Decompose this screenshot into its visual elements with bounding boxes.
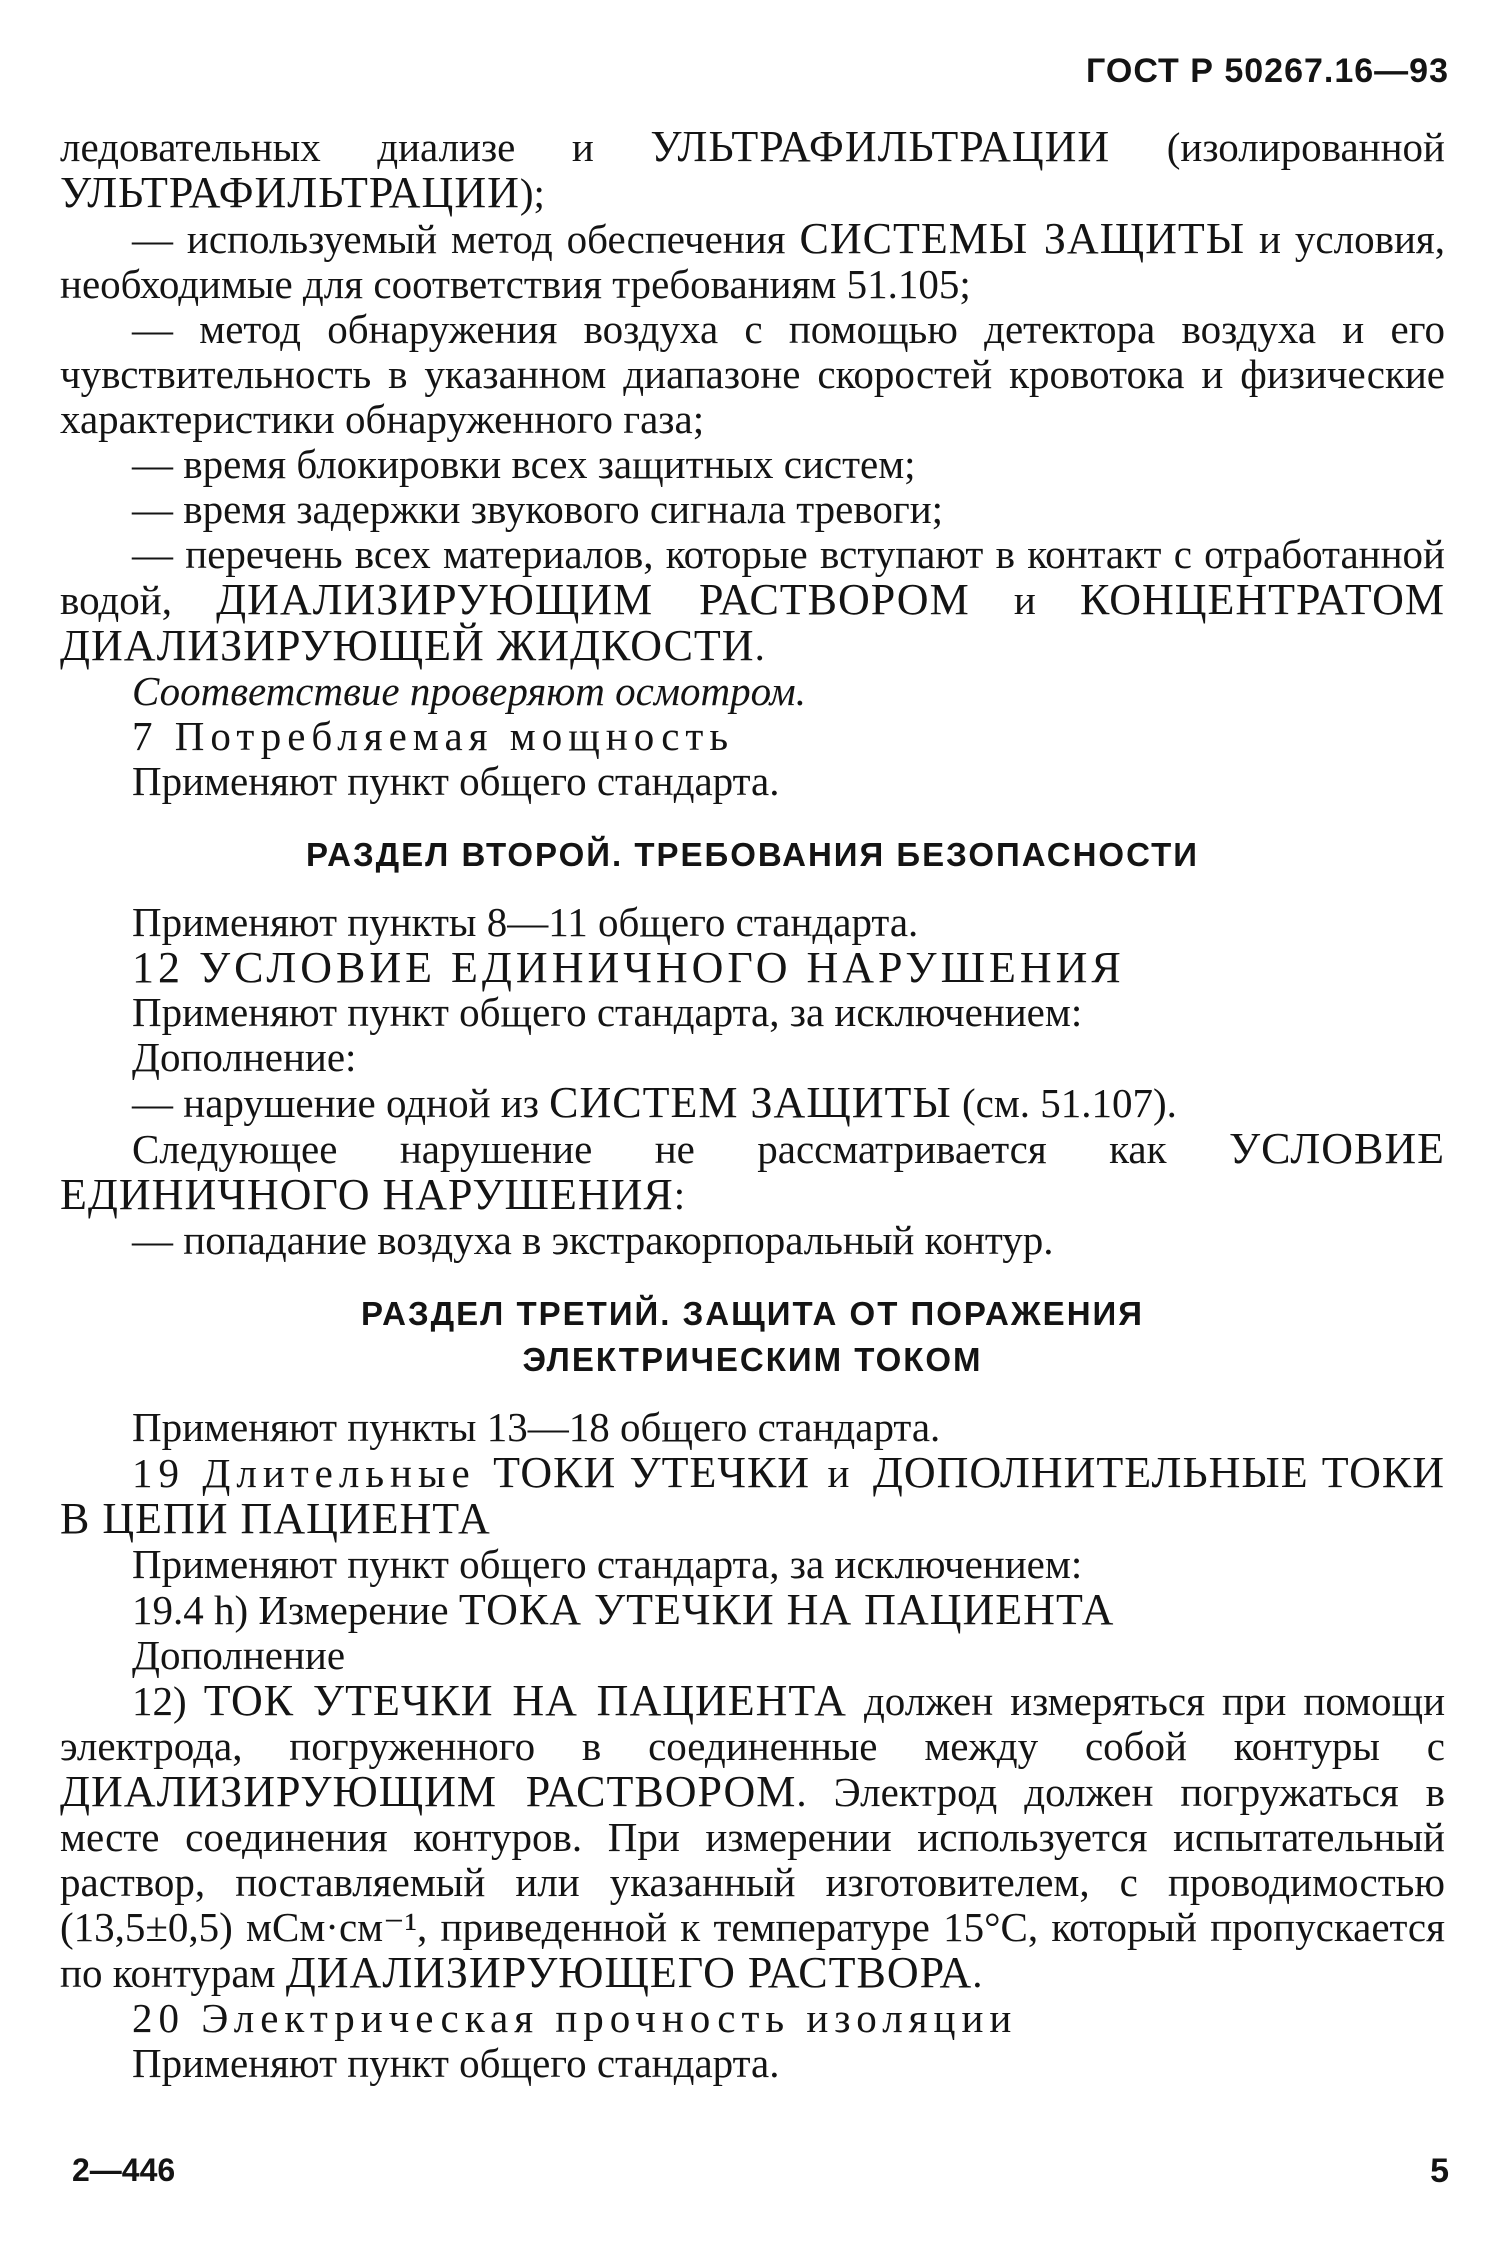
list-item [60, 532, 1445, 669]
term: СИСТЕМЫ ЗАЩИТЫ [799, 214, 1246, 263]
clause-heading: 20 Электрическая прочность изоляции [132, 1995, 1018, 2041]
term: ТОК УТЕЧКИ НА ПАЦИЕНТА [203, 1676, 847, 1725]
paragraph: Дополнение [132, 1632, 346, 1678]
text-run: и [810, 1450, 873, 1496]
text-run: и условия, необходимые для соответствия требованиям 51.105; [60, 216, 1445, 307]
text-run: и [969, 577, 1080, 623]
section-heading-line: ЭЛЕКТРИЧЕСКИМ ТОКОМ [522, 1341, 983, 1378]
text-run: 19 Длительные [132, 1450, 494, 1496]
text-run: 19.4 h) Измерение [132, 1587, 459, 1633]
page-number: 5 [1430, 2152, 1449, 2190]
text-run: (изолированной [1110, 124, 1445, 170]
paragraph: Применяют пункт общего стандарта. [132, 2040, 780, 2086]
list-item: — попадание воздуха в экстракорпоральный контур. [132, 1217, 1054, 1263]
paragraph [60, 1678, 1445, 1996]
list-item [60, 1080, 1445, 1126]
page-body [60, 124, 1445, 2086]
text-run: 12) [132, 1678, 204, 1724]
standard-header: ГОСТ Р 50267.16—93 [1086, 52, 1449, 90]
paragraph: Применяют пункт общего стандарта. [132, 758, 780, 804]
term: ДИАЛИЗИРУЮЩИМ РАСТВОРОМ [60, 1767, 797, 1816]
text-run: . [972, 1950, 983, 1996]
paragraph: Дополнение: [132, 1034, 357, 1080]
paragraph: Применяют пункты 8—11 общего стандарта. [132, 899, 919, 945]
text-run: Следующее нарушение не рассматривается как [132, 1126, 1229, 1172]
section-heading-line: РАЗДЕЛ ТРЕТИЙ. ЗАЩИТА ОТ ПОРАЖЕНИЯ [361, 1295, 1144, 1332]
paragraph: Применяют пункт общего стандарта, за исключением: [132, 1541, 1083, 1587]
term: УЛЬТРАФИЛЬТРАЦИИ [60, 168, 520, 217]
paragraph: Применяют пункт общего стандарта, за исключением: [132, 989, 1083, 1035]
paragraph: Применяют пункты 13—18 общего стандарта. [132, 1404, 941, 1450]
print-code: 2—446 [72, 2152, 176, 2188]
clause-heading: 7 Потребляемая мощность [132, 713, 735, 759]
text-run: . Электрод должен погружаться в месте соединения контуров. При измерении используется испытательный раствор, поставляемый или указанный изготовителем, с проводимостью (13,5±0,5) мСм·см⁻¹, приведенной к температуре 15°С, который пропускается по контурам [60, 1769, 1445, 1996]
clause-heading [60, 1587, 1445, 1633]
text-run: — нарушение одной из [132, 1080, 550, 1126]
text-run: — перечень всех материалов, которые вступают в контакт с отработанной водой, [60, 531, 1445, 623]
section-heading [60, 1291, 1445, 1383]
term: СИСТЕМ ЗАЩИТЫ [549, 1078, 952, 1127]
list-item: — метод обнаружения воздуха с помощью детектора воздуха и его чувствительность в указанном диапазоне скоростей кровотока и физические характеристики обнаруженного газа; [60, 306, 1445, 442]
text-run: (см. 51.107). [951, 1080, 1177, 1126]
clause-heading: 12 УСЛОВИЕ ЕДИНИЧНОГО НАРУШЕНИЯ [132, 943, 1125, 992]
text-run: должен измеряться при помощи электрода, погруженного в соединенные между собой контуры с [60, 1678, 1446, 1769]
term: ТОКА УТЕЧКИ НА ПАЦИЕНТА [458, 1585, 1115, 1634]
term: ДИАЛИЗИРУЮЩИМ РАСТВОРОМ [216, 575, 970, 624]
term: КОНЦЕНТРАТОМ ДИАЛИЗИРУЮЩЕЙ ЖИДКОСТИ [60, 575, 1445, 670]
term: ДИАЛИЗИРУЮЩЕГО РАСТВОРА [285, 1948, 973, 1997]
text-run: . [754, 623, 765, 669]
text-run: : [673, 1172, 686, 1218]
list-item: — время блокировки всех защитных систем; [132, 441, 916, 487]
compliance-note: Соответствие проверяют осмотром. [132, 668, 806, 714]
section-heading: РАЗДЕЛ ВТОРОЙ. ТРЕБОВАНИЯ БЕЗОПАСНОСТИ [306, 836, 1199, 873]
term: ТОКИ УТЕЧКИ [493, 1448, 811, 1497]
paragraph [60, 124, 1445, 216]
clause-heading [60, 1450, 1445, 1542]
paragraph [60, 1126, 1445, 1218]
term: УЛЬТРАФИЛЬТРАЦИИ [650, 122, 1111, 171]
text-run: ледовательных диализе и [60, 124, 651, 170]
term: УСЛОВИЕ ЕДИНИЧНОГО НАРУШЕНИЯ [60, 1124, 1445, 1219]
text-run: ); [519, 170, 545, 216]
text-run: — используемый метод обеспечения [132, 216, 800, 262]
list-item [60, 216, 1445, 307]
term: ДОПОЛНИТЕЛЬНЫЕ ТОКИ В ЦЕПИ ПАЦИЕНТА [60, 1448, 1445, 1543]
list-item: — время задержки звукового сигнала тревоги; [132, 486, 944, 532]
